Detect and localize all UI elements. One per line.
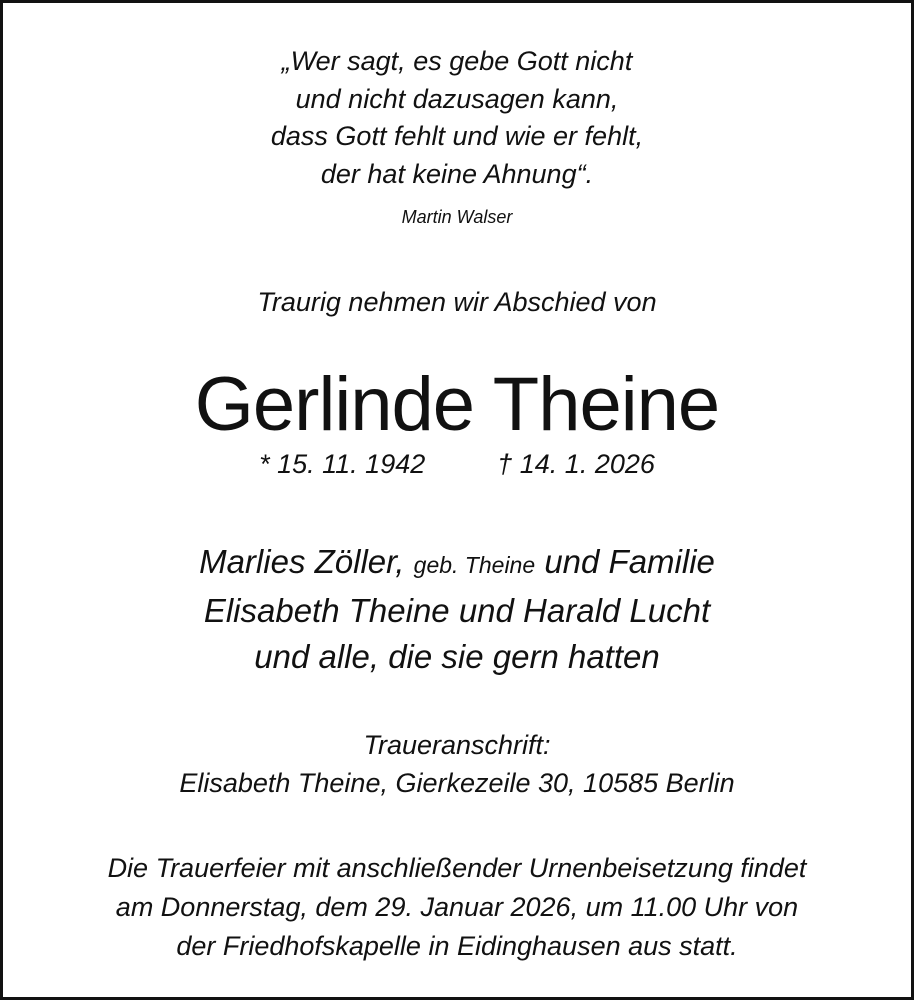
quote-line: der hat keine Ahnung“.	[320, 158, 594, 189]
ceremony-line: der Friedhofskapelle in Eidinghausen aus statt.	[176, 931, 738, 961]
mourner-name: Marlies Zöller,	[199, 543, 405, 580]
mourning-address	[3, 726, 911, 802]
ceremony-line: am Donnerstag, dem 29. Januar 2026, um 11.00 Uhr von	[115, 892, 799, 922]
epigraph-quote	[3, 43, 911, 193]
mourners-block	[3, 539, 911, 680]
mourner-line: und alle, die sie gern hatten	[254, 638, 660, 675]
death-date: † 14. 1. 2026	[497, 449, 655, 479]
life-dates	[3, 449, 911, 480]
address-value: Elisabeth Theine, Gierkezeile 30, 10585 Berlin	[179, 768, 735, 798]
deceased-name: Gerlinde Theine	[194, 362, 720, 447]
birth-date: * 15. 11. 1942	[259, 449, 426, 479]
quote-line: dass Gott fehlt und wie er fehlt,	[270, 121, 644, 151]
quote-author: Martin Walser	[401, 207, 513, 227]
mourner-family: und Familie	[544, 543, 715, 580]
quote-line: und nicht dazusagen kann,	[295, 83, 619, 114]
ceremony-line: Die Trauerfeier mit anschließender Urnenbeisetzung findet	[107, 853, 807, 883]
maiden-name-note: geb. Theine	[413, 552, 536, 578]
farewell-intro: Traurig nehmen wir Abschied von	[257, 287, 657, 317]
quote-line: „Wer sagt, es gebe Gott nicht	[281, 46, 633, 76]
ceremony-info	[3, 849, 911, 966]
address-label: Traueranschrift:	[363, 730, 551, 760]
mourner-line	[3, 539, 911, 588]
mourner-line: Elisabeth Theine und Harald Lucht	[203, 592, 711, 629]
